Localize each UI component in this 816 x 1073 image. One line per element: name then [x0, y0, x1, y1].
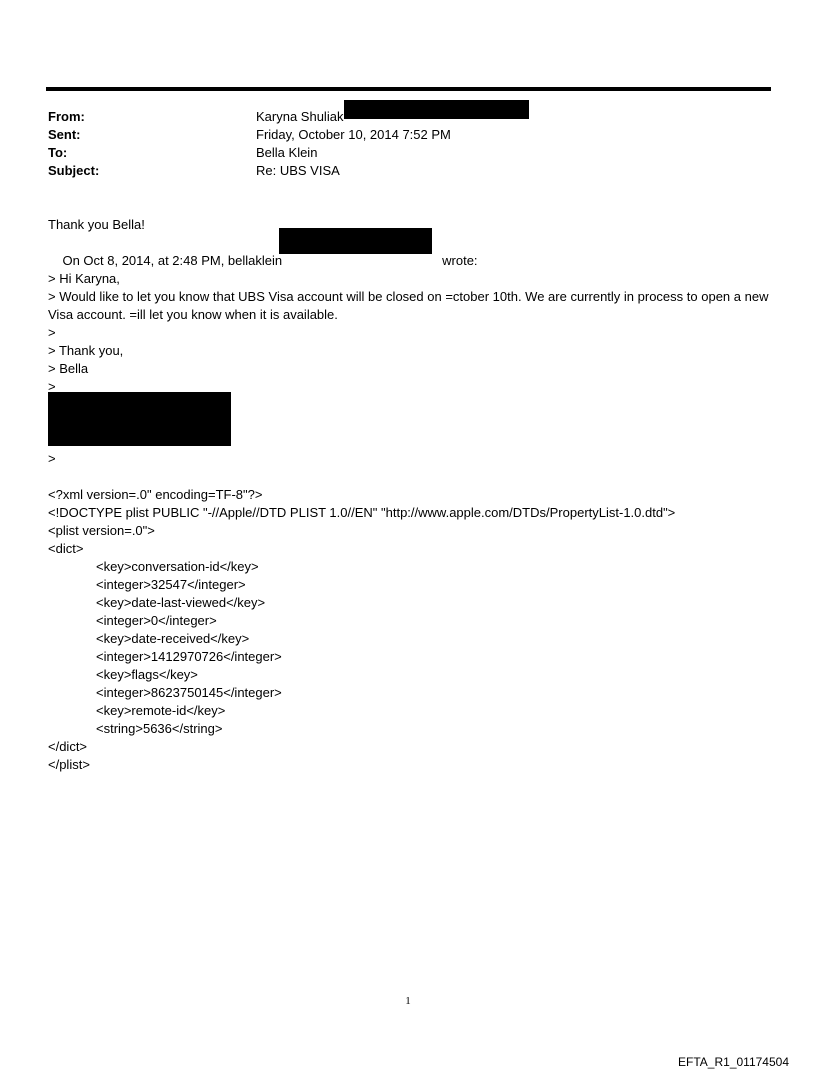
- bates-number: EFTA_R1_01174504: [678, 1055, 789, 1069]
- from-label: From:: [48, 109, 85, 124]
- quoted-line: > Thank you,: [48, 343, 124, 358]
- plist-inner-line: <key>date-last-viewed</key>: [96, 595, 266, 610]
- plist-inner-line: <integer>32547</integer>: [96, 577, 246, 592]
- quoted-line: >: [48, 379, 56, 394]
- quoted-line: > Hi Karyna,: [48, 271, 120, 286]
- thanks-line: Thank you Bella!: [48, 217, 145, 232]
- email-body: [48, 216, 778, 774]
- sent-label: Sent:: [48, 127, 81, 142]
- on-wrote-suffix: wrote:: [442, 253, 478, 268]
- subject-value: Re: UBS VISA: [256, 163, 340, 178]
- plist-inner-line: <integer>0</integer>: [96, 613, 217, 628]
- plist-inner-line: <key>flags</key>: [96, 667, 198, 682]
- plist-line: </dict>: [48, 739, 88, 754]
- plist-inner-line: <key>conversation-id</key>: [96, 559, 259, 574]
- quoted-line: > Bella: [48, 361, 89, 376]
- plist-line: </plist>: [48, 757, 90, 772]
- quoted-line: >: [48, 451, 56, 466]
- plist-line: <!DOCTYPE plist PUBLIC "-//Apple//DTD PLIST 1.0//EN" "http://www.apple.com/DTDs/PropertyList-1.0.dtd">: [48, 505, 676, 520]
- plist-line: <?xml version=.0" encoding=TF-8"?>: [48, 487, 263, 502]
- plist-line: <dict>: [48, 541, 84, 556]
- plist-inner-line: <integer>1412970726</integer>: [96, 649, 282, 664]
- sent-value: Friday, October 10, 2014 7:52 PM: [256, 127, 451, 142]
- plist-inner-line: <key>date-received</key>: [96, 631, 250, 646]
- subject-label: Subject:: [48, 163, 100, 178]
- to-value: Bella Klein: [256, 145, 318, 160]
- plist-inner-line: <string>5636</string>: [96, 721, 223, 736]
- header-rule: [46, 87, 771, 91]
- to-label: To:: [48, 145, 68, 160]
- from-value: Karyna Shuliak: [256, 109, 344, 124]
- redaction-from-email: [344, 100, 529, 119]
- plist-line: <plist version=.0">: [48, 523, 155, 538]
- on-wrote-prefix: On Oct 8, 2014, at 2:48 PM, bellaklein: [62, 253, 283, 268]
- page-number: 1: [405, 995, 411, 1007]
- quoted-line: >: [48, 325, 56, 340]
- quoted-line: > Would like to let you know that UBS Visa account will be closed on =ctober 10th. We are currently in process to open a new Visa account. =ill let you know when it is available.: [48, 289, 769, 322]
- on-wrote-line: [48, 234, 778, 268]
- plist-inner-line: <key>remote-id</key>: [96, 703, 226, 718]
- plist-inner-line: <integer>8623750145</integer>: [96, 685, 282, 700]
